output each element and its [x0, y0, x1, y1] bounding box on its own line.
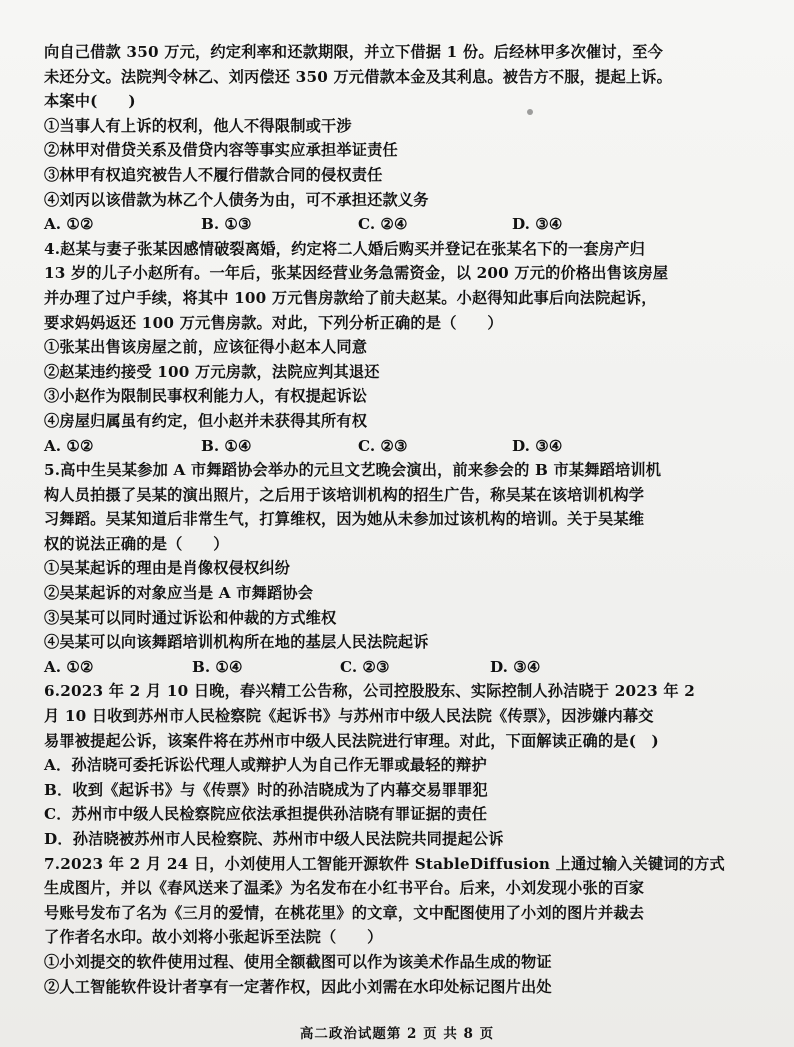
question-5-block — [44, 458, 760, 679]
q7-text-line: 号账号发布了名为《三月的爱情，在桃花里》的文章，文中配图使用了小刘的图片并裁去 — [44, 903, 645, 922]
q7-text-line: 了作者名水印。故小刘将小张起诉至法院（ ） — [44, 928, 383, 947]
q3-option-c: C. ②④ — [358, 215, 408, 234]
q3-option-a: A. ①② — [44, 215, 94, 234]
q3-text-line: 未还分文。法院判令林乙、刘丙偿还 350 万元借款本金及其利息。被告方不服，提起上诉。 — [44, 67, 673, 86]
q5-option-b: B. ①④ — [192, 657, 243, 676]
question-4-block — [44, 237, 760, 458]
q6-option-c: C．苏州市中级人民检察院应依法承担提供孙洁晓有罪证据的责任 — [44, 805, 488, 824]
q5-options — [44, 655, 760, 680]
q4-text-line: 并办理了过户手续，将其中 100 万元售房款给了前夫赵某。小赵得知此事后向法院起诉， — [44, 288, 657, 307]
q6-text-line: 月 10 日收到苏州市人民检察院《起诉书》与苏州市中级人民法院《传票》，因涉嫌内幕交 — [44, 707, 654, 726]
page-footer: 高二政治试题第 2 页 共 8 页 — [299, 1026, 495, 1042]
q6-option-a: A．孙洁晓可委托诉讼代理人或辩护人为自己作无罪或最轻的辩护 — [44, 756, 487, 775]
q6-option-b: B．收到《起诉书》与《传票》时的孙洁晓成为了内幕交易罪罪犯 — [44, 780, 488, 799]
q5-option-c: C. ②③ — [340, 657, 390, 676]
q7-statement-1: ①小刘提交的软件使用过程、使用全额截图可以作为该美术作品生成的物证 — [44, 952, 552, 971]
question-7-block — [44, 852, 760, 1000]
q4-statement-2: ②赵某违约接受 100 万元房款，法院应判其退还 — [44, 362, 380, 381]
q4-statement-4: ④房屋归属虽有约定，但小赵并未获得其所有权 — [44, 411, 368, 430]
q4-text-line: 4.赵某与妻子张某因感情破裂离婚，约定将二人婚后购买并登记在张某名下的一套房产归 — [44, 239, 645, 258]
q4-text-line: 13 岁的儿子小赵所有。一年后，张某因经营业务急需资金，以 200 万元的价格出售该房屋 — [44, 264, 669, 283]
q3-statement-2: ②林甲对借贷关系及借贷内容等事实应承担举证责任 — [44, 141, 398, 160]
page-content — [44, 40, 760, 999]
q3-option-d: D. ③④ — [512, 215, 563, 234]
q4-options — [44, 434, 760, 459]
q6-text-line: 6.2023 年 2 月 10 日晚，春兴精工公告称，公司控股股东、实际控制人孙洁晓于 2023 年 2 — [44, 682, 695, 701]
q5-statement-4: ④吴某可以向该舞蹈培训机构所在地的基层人民法院起诉 — [44, 633, 429, 652]
q5-statement-2: ②吴某起诉的对象应当是 A 市舞蹈协会 — [44, 584, 314, 603]
q5-text-line: 5.高中生吴某参加 A 市舞蹈协会举办的元旦文艺晚会演出，前来参会的 B 市某舞蹈培训机 — [44, 461, 662, 480]
q3-statement-3: ③林甲有权追究被告人不履行借款合同的侵权责任 — [44, 165, 383, 184]
q5-text-line: 构人员拍摄了吴某的演出照片，之后用于该培训机构的招生广告，称吴某在该培训机构学 — [44, 485, 645, 504]
q7-statement-2: ②人工智能软件设计者享有一定著作权，因此小刘需在水印处标记图片出处 — [44, 977, 552, 996]
q4-option-c: C. ②③ — [358, 436, 408, 455]
q4-statement-1: ①张某出售该房屋之前，应该征得小赵本人同意 — [44, 338, 368, 357]
q3-option-b: B. ①③ — [201, 215, 252, 234]
q5-option-a: A. ①② — [44, 657, 94, 676]
q3-options — [44, 212, 760, 237]
q5-statement-3: ③吴某可以同时通过诉讼和仲裁的方式维权 — [44, 608, 337, 627]
q3-prompt: 本案中( ) — [44, 92, 136, 111]
q3-statement-4: ④刘丙以该借款为林乙个人债务为由，可不承担还款义务 — [44, 190, 429, 209]
q4-option-a: A. ①② — [44, 436, 94, 455]
q4-text-line: 要求妈妈返还 100 万元售房款。对此，下列分析正确的是（ ） — [44, 313, 503, 332]
q7-text-line: 生成图片，并以《春风送来了温柔》为名发布在小红书平台。后来，小刘发现小张的百家 — [44, 879, 645, 898]
q3-statement-1: ①当事人有上诉的权利，他人不得限制或干涉 — [44, 116, 352, 135]
q7-text-line: 7.2023 年 2 月 24 日，小刘使用人工智能开源软件 StableDiffusion 上通过输入关键词的方式 — [44, 854, 725, 873]
q5-text-line: 权的说法正确的是（ ） — [44, 534, 229, 553]
question-6-block — [44, 679, 760, 851]
q5-text-line: 习舞蹈。吴某知道后非常生气，打算维权，因为她从未参加过该机构的培训。关于吴某维 — [44, 510, 645, 529]
question-3-block — [44, 40, 760, 237]
q4-statement-3: ③小赵作为限制民事权利能力人，有权提起诉讼 — [44, 387, 368, 406]
q4-option-d: D. ③④ — [512, 436, 563, 455]
q5-statement-1: ①吴某起诉的理由是肖像权侵权纠纷 — [44, 559, 291, 578]
q3-text-line: 向自己借款 350 万元，约定利率和还款期限，并立下借据 1 份。后经林甲多次催讨，至今 — [44, 43, 663, 61]
q6-option-d: D．孙洁晓被苏州市人民检察院、苏州市中级人民法院共同提起公诉 — [44, 830, 504, 848]
q5-option-d: D. ③④ — [490, 657, 541, 676]
q6-text-line: 易罪被提起公诉，该案件将在苏州市中级人民法院进行审理。对此，下面解读正确的是( ) — [44, 731, 659, 750]
q4-option-b: B. ①④ — [201, 436, 252, 455]
